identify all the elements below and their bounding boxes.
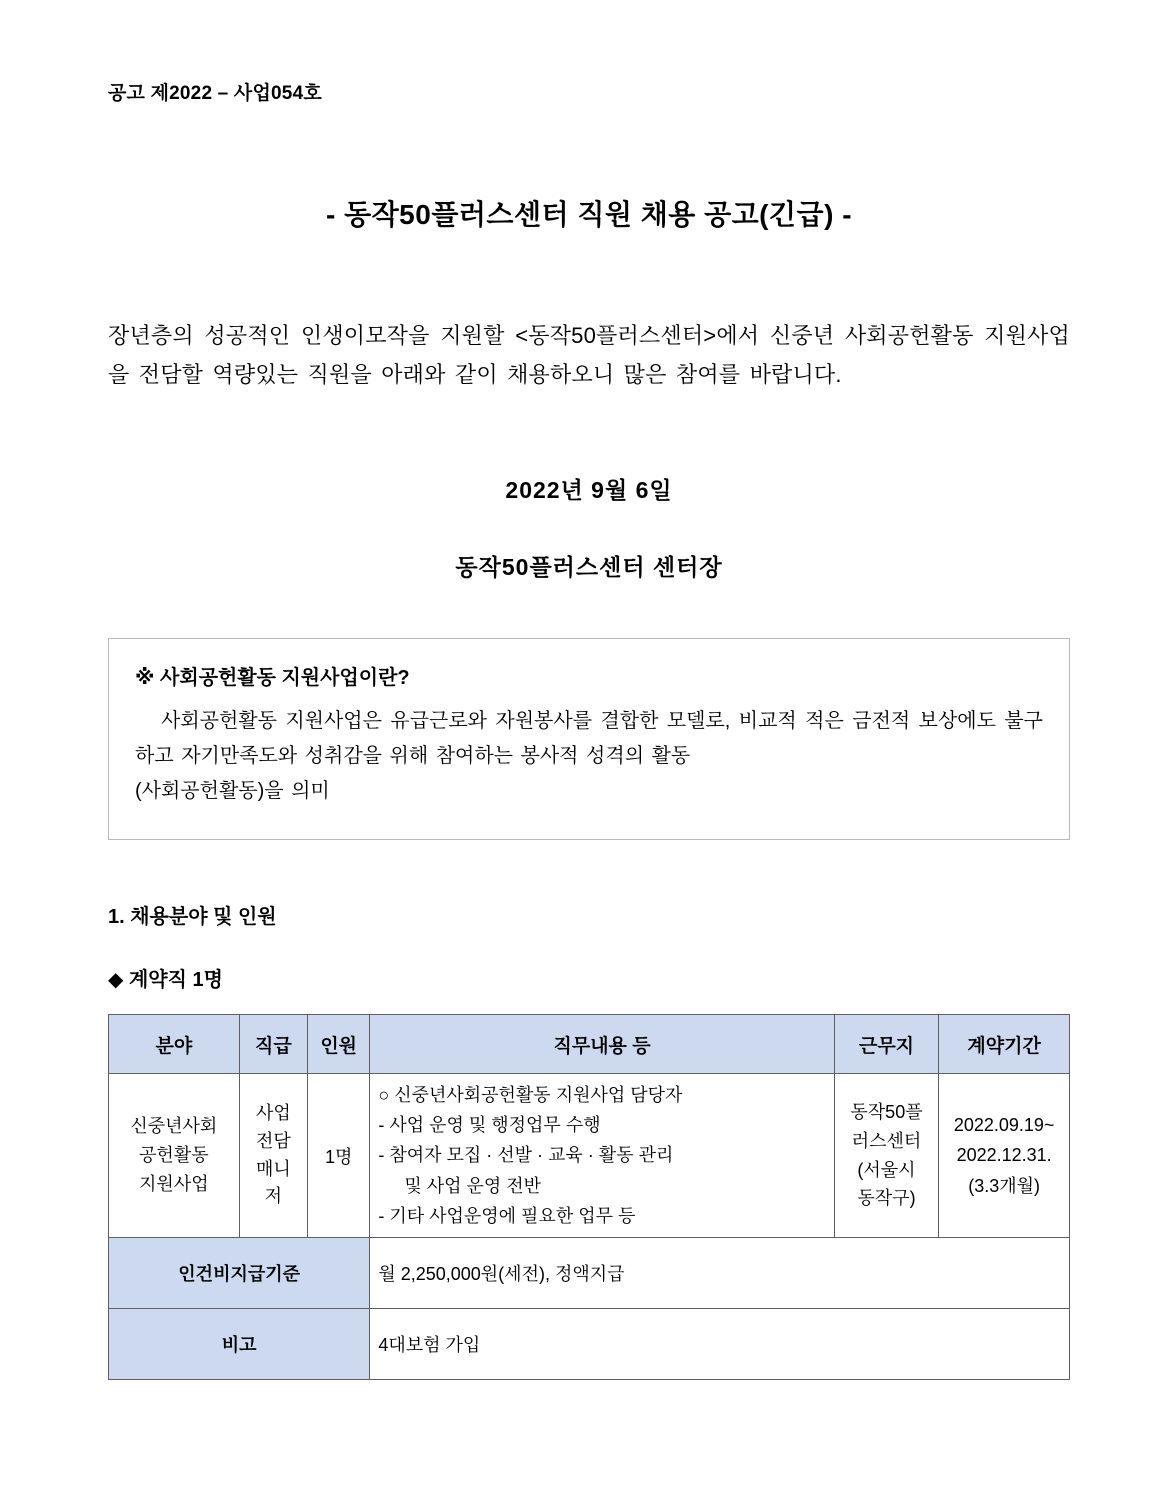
cell-duty bbox=[370, 1074, 834, 1238]
table-header-period: 계약기간 bbox=[939, 1015, 1070, 1074]
table-header-field: 분야 bbox=[109, 1015, 240, 1074]
cell-rank bbox=[239, 1074, 307, 1238]
field-line-1: 신중년사회 bbox=[130, 1116, 218, 1137]
table-row-remark bbox=[109, 1309, 1070, 1380]
cell-period bbox=[939, 1074, 1070, 1238]
announcement-date: 2022년 9월 6일 bbox=[505, 477, 673, 503]
duty-line-2: - 사업 운영 및 행정업무 수행 bbox=[378, 1115, 601, 1136]
period-line-1: 2022.09.19~ bbox=[953, 1114, 1055, 1135]
place-line-3: (서울시 bbox=[857, 1159, 916, 1180]
cell-place bbox=[834, 1074, 939, 1238]
duty-line-5: - 기타 사업운영에 필요한 업무 등 bbox=[378, 1205, 636, 1226]
page-title: - 동작50플러스센터 직원 채용 공고(긴급) - bbox=[325, 199, 853, 230]
note-box-body-main: 사회공헌활동 지원사업은 유급근로와 자원봉사를 결합한 모델로, 비교적 적은 금전적 보상에도 불구하고 자기만족도와 성취감을 위해 참여하는 봉사적 성격의 활동 bbox=[135, 710, 1043, 767]
table-header-place: 근무지 bbox=[834, 1015, 939, 1074]
recruitment-table bbox=[108, 1014, 1070, 1380]
note-box-body bbox=[135, 704, 1043, 809]
table-header-count: 인원 bbox=[308, 1015, 370, 1074]
remark-label: 비고 bbox=[109, 1309, 370, 1380]
rank-line-1: 사업 bbox=[255, 1102, 291, 1123]
table-row bbox=[109, 1074, 1070, 1238]
salary-label: 인건비지급기준 bbox=[109, 1238, 370, 1309]
period-line-3: (3.3개월) bbox=[968, 1175, 1041, 1196]
duty-line-3: - 참여자 모집 · 선발 · 교육 · 활동 관리 bbox=[378, 1145, 674, 1166]
table-row-salary bbox=[109, 1238, 1070, 1309]
note-box-body-tail: (사회공헌활동)을 의미 bbox=[135, 780, 330, 802]
place-line-2: 러스센터 bbox=[851, 1130, 922, 1151]
period-line-2: 2022.12.31. bbox=[956, 1145, 1052, 1166]
duty-line-1: ○ 신중년사회공헌활동 지원사업 담당자 bbox=[378, 1085, 683, 1105]
intro-paragraph: 장년층의 성공적인 인생이모작을 지원할 <동작50플러스센터>에서 신중년 사회공헌활동 지원사업을 전담할 역량있는 직원을 아래와 같이 채용하오니 많은 참여를 바랍니다. bbox=[108, 323, 1070, 387]
cell-field bbox=[109, 1074, 240, 1238]
rank-line-3: 매니 bbox=[255, 1158, 291, 1179]
table-header-duty: 직무내용 등 bbox=[370, 1015, 834, 1074]
announcement-signer: 동작50플러스센터 센터장 bbox=[455, 554, 723, 580]
rank-line-4: 저 bbox=[264, 1186, 283, 1207]
table-header-rank: 직급 bbox=[239, 1015, 307, 1074]
cell-count: 1명 bbox=[308, 1074, 370, 1238]
rank-line-2: 전담 bbox=[255, 1130, 291, 1151]
remark-value: 4대보험 가입 bbox=[370, 1309, 1070, 1380]
table-header-row bbox=[109, 1015, 1070, 1074]
doc-number: 공고 제2022 – 사업054호 bbox=[108, 83, 322, 104]
subsection-heading: ◆ 계약직 1명 bbox=[108, 969, 223, 991]
note-box bbox=[108, 638, 1070, 840]
place-line-1: 동작50플 bbox=[850, 1101, 923, 1122]
field-line-3: 지원사업 bbox=[139, 1173, 209, 1194]
place-line-4: 동작구) bbox=[857, 1188, 916, 1209]
section-heading: 1. 채용분야 및 인원 bbox=[108, 906, 277, 928]
note-box-title: ※ 사회공헌활동 지원사업이란? bbox=[135, 667, 410, 689]
salary-value: 월 2,250,000원(세전), 정액지급 bbox=[370, 1238, 1070, 1309]
duty-line-4: 및 사업 운영 전반 bbox=[404, 1175, 542, 1196]
field-line-2: 공헌활동 bbox=[139, 1145, 209, 1166]
